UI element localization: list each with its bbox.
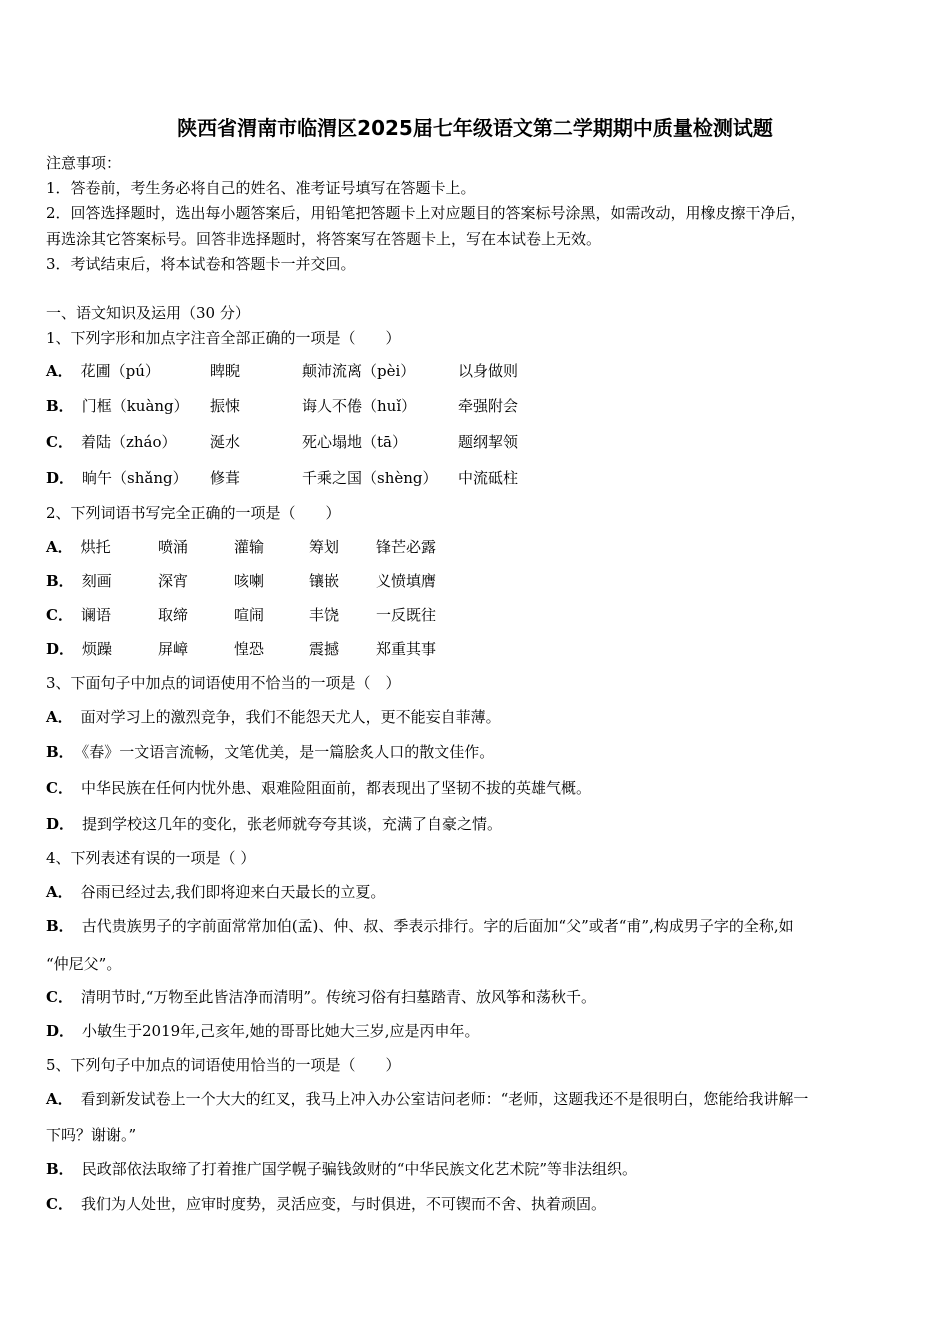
question-3-stem: 3、下面句子中加点的词语使用不恰当的一项是（ ）	[46, 674, 401, 692]
option-label: A．	[46, 883, 73, 901]
question-2-stem: 2、下列词语书写完全正确的一项是（ ）	[46, 504, 341, 522]
option-cell: 咳喇	[234, 572, 265, 590]
notice-item: 3．考试结束后，将本试卷和答题卡一并交回。	[46, 255, 356, 273]
option-label: A．	[46, 362, 73, 380]
option-cell: 诲人不倦（huǐ）	[302, 397, 417, 415]
option-cell: 死心塌地（tā）	[302, 433, 407, 451]
option-a	[46, 1088, 808, 1109]
option-label: C．	[46, 606, 73, 624]
option-cell: 千乘之国（shèng）	[302, 469, 438, 487]
option-label: B．	[46, 397, 74, 415]
option-label: D．	[46, 815, 75, 833]
notice-item: 1．答卷前，考生务必将自己的姓名、准考证号填写在答题卡上。	[46, 179, 476, 197]
option-label: B．	[46, 572, 74, 590]
option-label: B．	[46, 1160, 74, 1178]
option-cell: 烘托	[80, 538, 111, 556]
option-cell: 题纲挈领	[458, 433, 519, 451]
option-label: C．	[46, 433, 73, 451]
option-cell: 锋芒必露	[376, 538, 437, 556]
option-b	[46, 570, 112, 591]
option-b	[46, 1158, 637, 1179]
option-a	[46, 881, 385, 902]
option-text: 下吗？谢谢。”	[46, 1126, 137, 1144]
option-label: C．	[46, 779, 73, 797]
option-a	[46, 536, 111, 557]
option-c	[46, 777, 591, 798]
option-text: 古代贵族男子的字前面常常加伯(孟)、仲、叔、季表示排行。字的后面加“父”或者“甫”,构成男子字的全称,如	[81, 917, 794, 935]
option-label: B．	[46, 743, 74, 761]
option-cell: 灌输	[234, 538, 265, 556]
option-a	[46, 706, 501, 727]
option-c	[46, 604, 111, 625]
option-d	[46, 1020, 480, 1041]
section-heading: 一、语文知识及运用（30 分）	[46, 304, 250, 322]
option-d	[46, 638, 112, 659]
question-4-stem: 4、下列表述有误的一项是（ ）	[46, 849, 256, 867]
option-label: B．	[46, 917, 74, 935]
option-label: A．	[46, 538, 73, 556]
option-cell: 振悚	[210, 397, 241, 415]
option-text: 中华民族在任何内忧外患、艰难险阻面前，都表现出了坚韧不拔的英雄气概。	[80, 779, 591, 797]
option-text: 民政部依法取缔了打着推广国学幌子骗钱敛财的“中华民族文化艺术院”等非法组织。	[81, 1160, 638, 1178]
option-b	[46, 395, 189, 416]
option-c	[46, 986, 596, 1007]
option-cell: 牵强附会	[458, 397, 519, 415]
notice-item: 2．回答选择题时，选出每小题答案后，用铅笔把答题卡上对应题目的答案标号涂黑，如需改动，用橡皮擦干净后，	[46, 204, 806, 222]
option-cell: 取缔	[158, 606, 189, 624]
option-d	[46, 813, 502, 834]
option-cell: 涎水	[210, 433, 241, 451]
option-text: 我们为人处世，应审时度势，灵活应变，与时俱进，不可锲而不舍、执着顽固。	[80, 1195, 606, 1213]
option-b	[46, 915, 794, 936]
option-text: 看到新发试卷上一个大大的红叉，我马上冲入办公室诘问老师：“老师，这题我还不是很明白，您能给我讲解一	[80, 1090, 809, 1108]
option-text: 提到学校这几年的变化，张老师就夸夸其谈，充满了自豪之情。	[82, 815, 503, 833]
option-b	[46, 741, 494, 762]
option-cell: 镶嵌	[309, 572, 340, 590]
option-cell: 颠沛流离（pèi）	[302, 362, 416, 380]
option-c	[46, 431, 177, 452]
notice-item: 再选涂其它答案标号。回答非选择题时，将答案写在答题卡上，写在本试卷上无效。	[46, 230, 602, 248]
option-cell: 一反既往	[376, 606, 437, 624]
option-text: “仲尼父”。	[46, 955, 122, 973]
option-cell: 筹划	[309, 538, 340, 556]
option-cell: 喧闹	[234, 606, 265, 624]
option-a	[46, 360, 160, 381]
option-c	[46, 1193, 606, 1214]
notice-heading: 注意事项：	[46, 154, 122, 172]
option-text: 谷雨已经过去,我们即将迎来白天最长的立夏。	[80, 883, 386, 901]
option-b-continued	[46, 953, 121, 974]
option-cell: 郑重其事	[376, 640, 437, 658]
option-cell: 震撼	[309, 640, 340, 658]
option-label: A．	[46, 1090, 73, 1108]
option-label: D．	[46, 640, 75, 658]
option-cell: 中流砥柱	[458, 469, 519, 487]
option-d	[46, 467, 188, 488]
question-5-stem: 5、下列句子中加点的词语使用恰当的一项是（ ）	[46, 1056, 401, 1074]
option-label: C．	[46, 1195, 73, 1213]
option-a-continued	[46, 1124, 136, 1145]
option-cell: 晌午（shǎng）	[82, 469, 188, 487]
option-cell: 深宵	[158, 572, 189, 590]
option-cell: 喷涌	[158, 538, 189, 556]
option-text: 《春》一文语言流畅，文笔优美，是一篇脍炙人口的散文佳作。	[81, 743, 495, 761]
question-1-stem: 1、下列字形和加点字注音全部正确的一项是（ ）	[46, 329, 401, 347]
option-text: 清明节时,“万物至此皆洁净而清明”。传统习俗有扫墓踏青、放风筝和荡秋千。	[80, 988, 597, 1006]
option-label: A．	[46, 708, 73, 726]
page-title: 陕西省渭南市临渭区2025届七年级语文第二学期期中质量检测试题	[177, 116, 773, 140]
option-cell: 花圃（pú）	[80, 362, 160, 380]
option-cell: 修葺	[210, 469, 241, 487]
option-cell: 惶恐	[234, 640, 265, 658]
option-cell: 义愤填膺	[376, 572, 437, 590]
option-cell: 谰语	[80, 606, 111, 624]
option-label: D．	[46, 1022, 75, 1040]
option-cell: 刻画	[81, 572, 112, 590]
option-text: 小敏生于2019年,己亥年,她的哥哥比她大三岁,应是丙申年。	[82, 1022, 480, 1040]
option-cell: 着陆（zháo）	[80, 433, 177, 451]
option-label: C．	[46, 988, 73, 1006]
option-cell: 烦躁	[82, 640, 113, 658]
option-cell: 门框（kuàng）	[81, 397, 189, 415]
option-cell: 睥睨	[210, 362, 241, 380]
option-label: D．	[46, 469, 75, 487]
option-cell: 屏嶂	[158, 640, 189, 658]
option-cell: 以身做则	[458, 362, 519, 380]
option-text: 面对学习上的激烈竞争，我们不能怨天尤人，更不能妄自菲薄。	[80, 708, 501, 726]
option-cell: 丰饶	[309, 606, 340, 624]
